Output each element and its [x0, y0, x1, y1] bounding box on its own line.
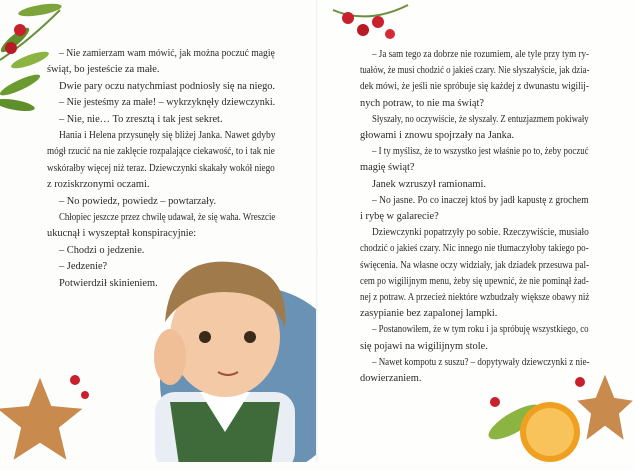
- text-line: – Postanowiłem, że w tym roku i ja spróbuję wszystkiego, co: [372, 324, 589, 336]
- text-line: dowierzaniem.: [360, 373, 422, 384]
- text-line: Hania i Helena przysunęły się bliżej Janka. Nawet gdyby: [59, 130, 276, 141]
- text-line: magię świąt?: [360, 162, 415, 174]
- text-line: się pojawi na wigilijnym stole.: [360, 340, 488, 352]
- text-line: – Jedzenie?: [59, 261, 108, 273]
- text-line: z roziskrzonymi oczami.: [47, 179, 150, 191]
- text-line: mógł rzucić na nie zaklęcie rozpalające ciekawość, to i tak nie: [47, 146, 275, 158]
- text-line: ukucnął i wyszeptał konspiracyjnie:: [47, 228, 197, 240]
- text-line: – Nie, nie… To zresztą i tak jest sekret.: [59, 113, 223, 125]
- text-line: – Chodzi o jedzenie.: [59, 244, 145, 256]
- text-line: chodzić o jakieś czary. Nic innego nie tłumaczyłoby takiego po-: [360, 243, 589, 255]
- gingerbread-star-illustration: [0, 370, 100, 470]
- holly-berries-illustration: [328, 0, 418, 50]
- text-line: – Nie jesteśmy za małe! – wykrzyknęły dziewczynki.: [59, 97, 276, 109]
- text-line: nych potraw, to nie ma świąt?: [360, 97, 484, 109]
- text-line: – Nie zamierzam wam mówić, jak można poczuć magię: [59, 48, 275, 59]
- text-line: święcenia. Na własne oczy widziały, jak dziadek przesuwa pal-: [360, 259, 590, 271]
- text-line: Słyszały, no oczywiście, że słyszały. Z entuzjazmem pokiwały: [372, 113, 589, 125]
- text-line: Janek wzruszył ramionami.: [372, 178, 486, 190]
- text-line: – Ja sam tego za dobrze nie rozumiem, ale tyle przy tym ry-: [372, 49, 590, 60]
- text-line: – I ty myślisz, że to wszystko jest właśnie po to, żeby poczuć: [372, 146, 589, 158]
- text-line: Dwie pary oczu natychmiast podniosły się na niego.: [59, 80, 276, 92]
- text-line: głowami i znowu spojrzały na Janka.: [360, 130, 515, 141]
- text-line: Dziewczynki popatrzyły po sobie. Rzeczywiście, musiało: [372, 227, 589, 239]
- text-line: nej z potraw. A przecież niektóre wzbudzały większe obawy niż: [360, 292, 590, 303]
- text-line: wskórałby więcej niż teraz. Dziewczynki skakały wokół niego: [47, 162, 275, 174]
- boy-illustration: [110, 232, 340, 462]
- text-line: cem po wigilijnym menu, żeby się upewnić, że nie pominął żad-: [360, 275, 589, 287]
- text-line: dek mówi, że jeśli nie spróbuje się każdej z dwunastu wigilij-: [360, 81, 589, 93]
- text-line: Chłopiec jeszcze przez chwilę udawał, że się waha. Wreszcie: [59, 212, 276, 223]
- text-line: i rybę w galarecie?: [360, 211, 439, 222]
- text-line: zasypianie bez zapalonej lampki.: [360, 308, 498, 320]
- text-line: Potwierdził skinieniem.: [59, 277, 158, 289]
- text-line: – No jasne. Po co inaczej ktoś by jadł kapustę z grochem: [372, 194, 589, 206]
- text-line: – No powiedz, powiedz – powtarzały.: [59, 195, 217, 207]
- text-line: – Nawet kompotu z suszu? – dopytywały dziewczynki z nie-: [372, 356, 590, 368]
- text-line: świąt, bo jesteście za małe.: [47, 64, 160, 76]
- text-line: tuałów, że musi chodzić o jakieś czary. Nie słyszałyście, jak dzia-: [360, 65, 590, 77]
